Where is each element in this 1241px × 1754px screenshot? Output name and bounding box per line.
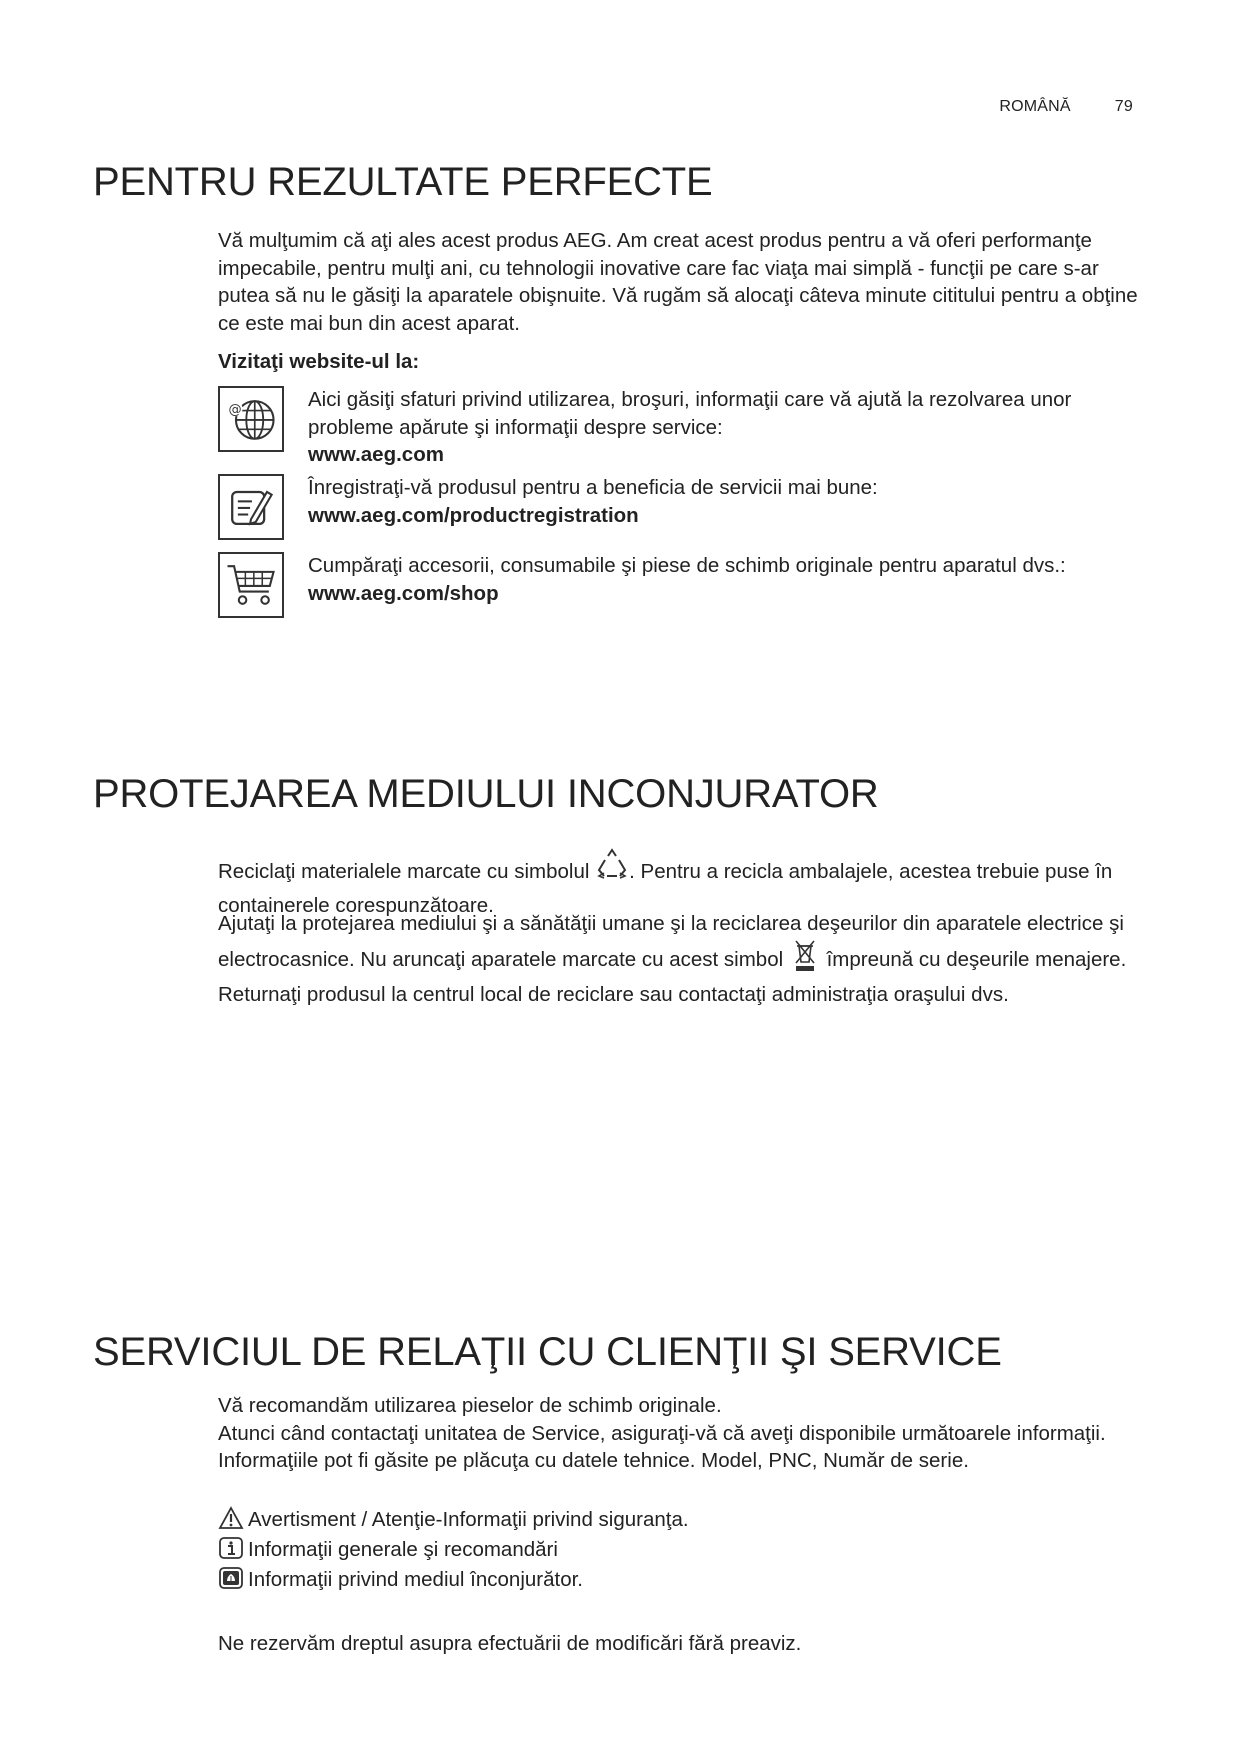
section-title-customer-service: SERVICIUL DE RELAŢII CU CLIENŢII ŞI SERVICE xyxy=(93,1330,1002,1374)
website-item-info xyxy=(218,386,1148,466)
website-item-shop xyxy=(218,552,1148,634)
url-shop[interactable]: www.aeg.com/shop xyxy=(308,581,499,605)
weee-paragraph xyxy=(218,909,1148,1009)
intro-paragraph: Vă mulţumim că aţi ales acest produs AEG. Am creat acest produs pentru a vă oferi performanţe impecabile, pentru mulţi ani, cu tehnologii inovative care fac viaţa mai simplă - funcţii pe care s-ar putea să nu le găsiţi la aparatele obişnuite. Vă rugăm să alocaţi câteva minute cititului pentru a obţine ce este mai bun din acest aparat. xyxy=(218,229,1138,335)
visit-website-label: Vizitaţi website-ul la: xyxy=(218,350,420,373)
registration-icon xyxy=(218,474,284,540)
crossed-bin-icon xyxy=(793,938,817,980)
symbol-legend xyxy=(218,1505,689,1595)
recycle-text-b: . Pentru a recicla ambalajele, acestea trebuie puse în containerele corespunzătoare. xyxy=(218,860,1113,917)
recycle-text-a: Reciclaţi materialele marcate cu simbolul xyxy=(218,860,590,883)
disclaimer: Ne rezervăm dreptul asupra efectuării de modificări fără preaviz. xyxy=(218,1632,802,1655)
legend-info-text: Informaţii generale şi recomandări xyxy=(248,1538,558,1561)
svg-text:@: @ xyxy=(228,402,242,418)
shop-item-text: Cumpăraţi accesorii, consumabile şi piese de schimb originale pentru aparatul dvs.: xyxy=(308,554,1066,577)
legend-environment xyxy=(218,1565,689,1595)
section-title-environment: PROTEJAREA MEDIULUI INCONJURATOR xyxy=(93,772,879,816)
url-product-registration[interactable]: www.aeg.com/productregistration xyxy=(308,503,639,527)
page-header xyxy=(999,98,1133,116)
info-icon xyxy=(218,1536,244,1560)
service-line-2: Atunci când contactaţi unitatea de Service, asiguraţi-vă că aveţi disponibile următoarele informaţii. xyxy=(218,1421,1106,1445)
service-line-1: Vă recomandăm utilizarea pieselor de schimb originale. xyxy=(218,1394,722,1417)
recycle-icon xyxy=(595,848,629,892)
website-item-registration xyxy=(218,474,1148,544)
warning-icon xyxy=(218,1506,244,1530)
legend-info xyxy=(218,1535,689,1565)
weee-text-b: împreună cu deşeurile menajere. Returnaţi produsul la centrul local de reciclare sau contactaţi administraţia oraşului dvs. xyxy=(218,948,1127,1006)
url-aeg[interactable]: www.aeg.com xyxy=(308,443,444,466)
weee-text-a: Ajutaţi la protejarea mediului şi a sănătăţii umane şi la reciclarea deşeurilor din aparatele electrice şi electrocasnice. Nu aruncaţi aparatele marcate cu acest simbol xyxy=(218,912,1124,971)
legend-warning xyxy=(218,1505,689,1535)
service-paragraph xyxy=(218,1392,1148,1475)
shopping-cart-icon xyxy=(218,552,284,618)
page-number: 79 xyxy=(1114,98,1133,115)
registration-item-text: Înregistraţi-vă produsul pentru a beneficia de servicii mai bune: xyxy=(308,476,878,499)
section-title-perfect-results: PENTRU REZULTATE PERFECTE xyxy=(93,160,713,204)
header-language: ROMÂNĂ xyxy=(999,98,1071,115)
legend-warning-text: Avertisment / Atenţie-Informaţii privind siguranţa. xyxy=(248,1508,689,1531)
info-item-text: Aici găsiţi sfaturi privind utilizarea, broşuri, informaţii care vă ajută la rezolvarea unor probleme apărute şi informaţii despre service: xyxy=(308,388,1072,439)
legend-environment-text: Informaţii privind mediul înconjurător. xyxy=(248,1568,583,1591)
service-line-3: Informaţiile pot fi găsite pe plăcuţa cu datele tehnice. Model, PNC, Număr de serie. xyxy=(218,1449,969,1472)
environment-icon xyxy=(218,1566,244,1590)
globe-icon xyxy=(218,386,284,452)
